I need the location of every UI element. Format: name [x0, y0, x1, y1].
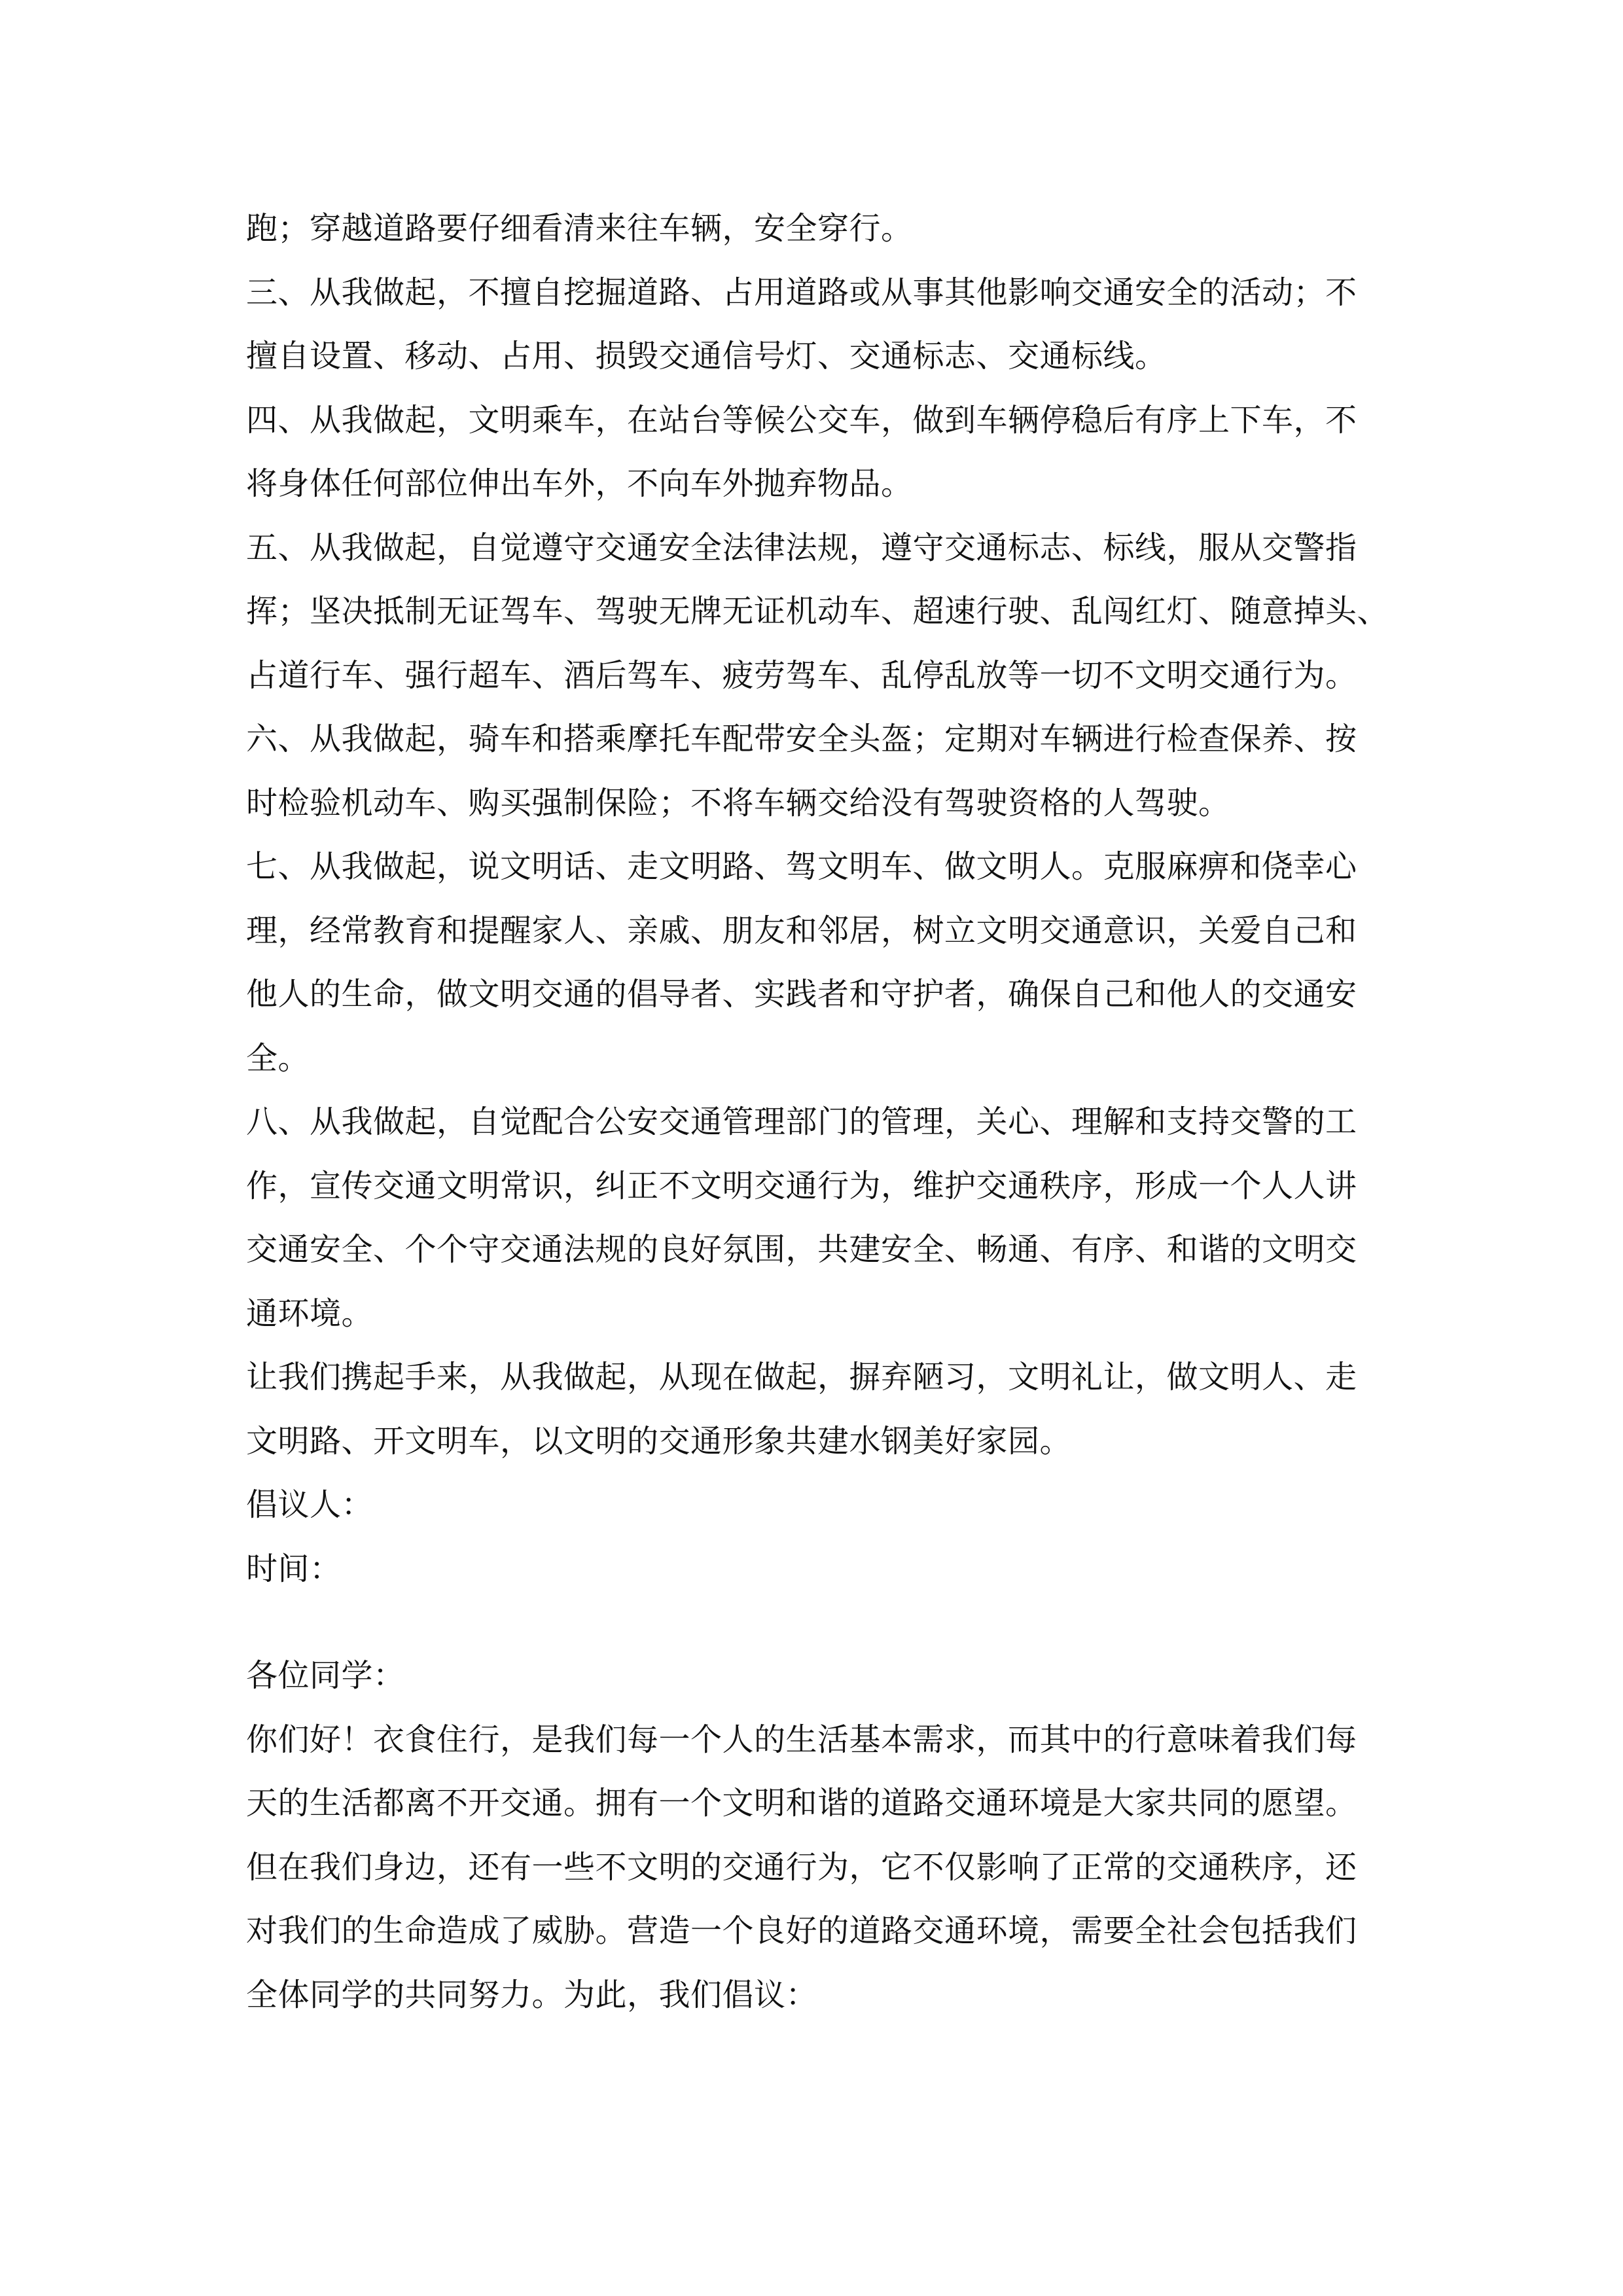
- text-line: 三、从我做起，不擅自挖掘道路、占用道路或从事其他影响交通安全的活动；不: [246, 274, 1357, 311]
- text-line: 全体同学的共同努力。为此，我们倡议：: [246, 1976, 818, 2013]
- text-line: 让我们携起手来，从我做起，从现在做起，摒弃陋习，文明礼让，做文明人、走: [246, 1359, 1357, 1395]
- text-line: 擅自设置、移动、占用、损毁交通信号灯、交通标志、交通标线。: [246, 338, 1167, 374]
- text-line: 五、从我做起，自觉遵守交通安全法律法规，遵守交通标志、标线，服从交警指: [246, 529, 1357, 566]
- proposer-label: 倡议人：: [246, 1486, 374, 1523]
- text-line: 六、从我做起，骑车和搭乘摩托车配带安全头盔；定期对车辆进行检查保养、按: [246, 721, 1357, 757]
- text-line: 作，宣传交通文明常识，纠正不文明交通行为，维护交通秩序，形成一个人人讲: [246, 1167, 1357, 1204]
- letter-intro-section: [246, 1644, 1398, 2027]
- salutation: 各位同学：: [246, 1657, 405, 1694]
- text-line: 你们好！衣食住行，是我们每一个人的生活基本需求，而其中的行意味着我们每: [246, 1721, 1357, 1758]
- date-label: 时间：: [246, 1550, 342, 1587]
- text-line: 文明路、开文明车，以文明的交通形象共建水钢美好家园。: [246, 1422, 1072, 1460]
- text-line: 他人的生命，做文明交通的倡导者、实践者和守护者，确保自己和他人的交通安: [246, 976, 1357, 1013]
- text-line: 跑；穿越道路要仔细看清来往车辆，安全穿行。: [246, 210, 913, 247]
- text-line: 交通安全、个个守交通法规的良好氛围，共建安全、畅通、有序、和谐的文明交: [246, 1231, 1357, 1268]
- text-line: 通环境。: [246, 1295, 374, 1332]
- text-line: 对我们的生命造成了威胁。营造一个良好的道路交通环境，需要全社会包括我们: [246, 1912, 1357, 1949]
- text-line: 理，经常教育和提醒家人、亲戚、朋友和邻居，树立文明交通意识，关爱自己和: [246, 912, 1357, 949]
- text-line: 七、从我做起，说文明话、走文明路、驾文明车、做文明人。克服麻痹和侥幸心: [246, 848, 1357, 885]
- text-line: 占道行车、强行超车、酒后驾车、疲劳驾车、乱停乱放等一切不文明交通行为。: [246, 656, 1357, 694]
- text-line: 挥；坚决抵制无证驾车、驾驶无牌无证机动车、超速行驶、乱闯红灯、随意掉头、: [246, 593, 1389, 630]
- proposal-items-section: [246, 197, 1398, 1601]
- text-line: 时检验机动车、购买强制保险；不将车辆交给没有驾驶资格的人驾驶。: [246, 784, 1230, 821]
- text-line: 将身体任何部位伸出车外，不向车外抛弃物品。: [246, 465, 913, 502]
- text-line: 八、从我做起，自觉配合公安交通管理部门的管理，关心、理解和支持交警的工: [246, 1103, 1357, 1140]
- text-line: 天的生活都离不开交通。拥有一个文明和谐的道路交通环境是大家共同的愿望。: [246, 1785, 1357, 1821]
- text-line: 但在我们身边，还有一些不文明的交通行为，它不仅影响了正常的交通秩序，还: [246, 1848, 1357, 1886]
- text-line: 四、从我做起，文明乘车，在站台等候公交车，做到车辆停稳后有序上下车，不: [246, 401, 1357, 439]
- text-line: 全。: [246, 1039, 310, 1077]
